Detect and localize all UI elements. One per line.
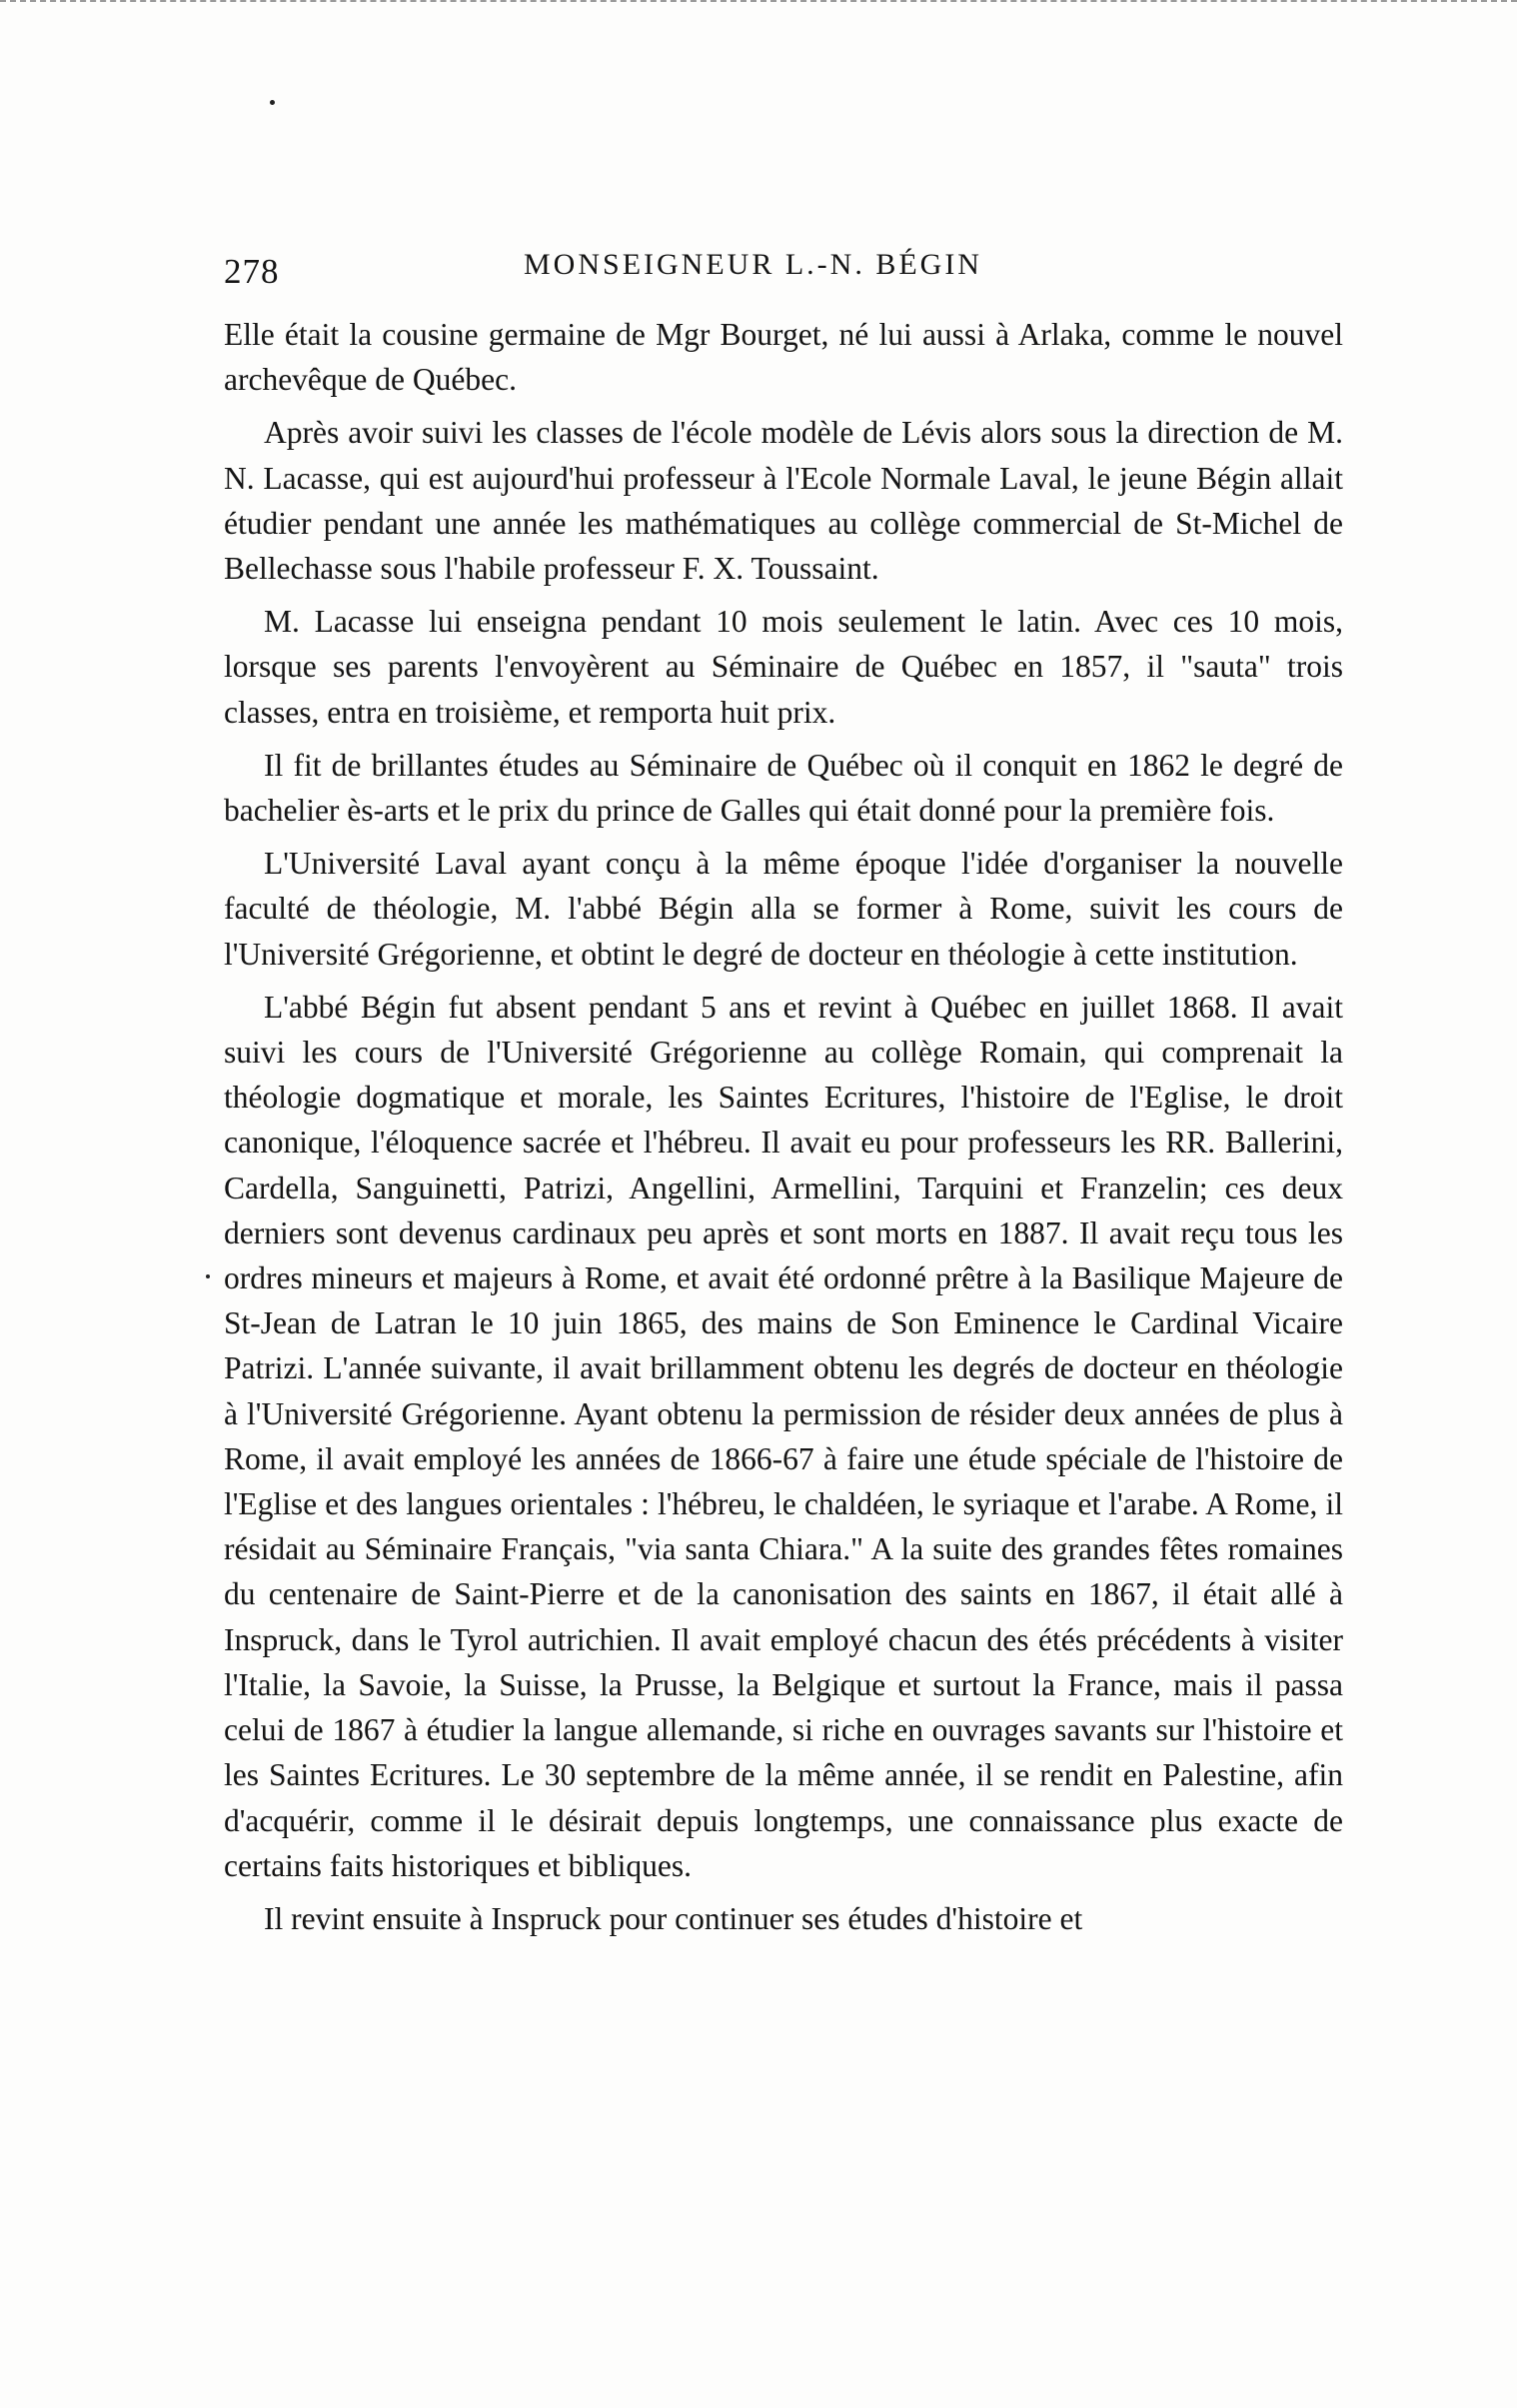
ink-speck bbox=[206, 1274, 210, 1278]
paragraph: Il revint ensuite à Inspruck pour continuer ses études d'histoire et bbox=[264, 1900, 1083, 1936]
paragraph: Elle était la cousine germaine de Mgr Bourget, né lui aussi à Arlaka, comme le nouvel archevêque de Québec. bbox=[224, 317, 1343, 398]
page-header bbox=[224, 240, 1383, 290]
paragraph: L'abbé Bégin fut absent pendant 5 ans et revint à Québec en juillet 1868. Il avait suivi les cours de l'Université Grégorienne au collège Romain, qui comprenait la théologie dogmatique et morale, les Saintes Ecritures, l'histoire de l'Eglise, le droit canonique, l'éloquence sacrée et l'hébreu. Il avait eu pour professeurs les RR. Ballerini, Cardella, Sanguinetti, Patrizi, Angellini, Armellini, Tarquini et Franzelin; ces deux derniers sont devenus cardinaux peu après et sont morts en 1887. Il avait reçu tous les ordres mineurs et majeurs à Rome, et avait été ordonné prêtre à la Basilique Majeure de St-Jean de Latran le 10 juin 1865, des mains de Son Eminence le Cardinal Vicaire Patrizi. L'année suivante, il avait brillamment obtenu les degrés de docteur en théologie à l'Université Grégorienne. Ayant obtenu la permission de résider deux années de plus à Rome, il avait employé les années de 1866-67 à faire une étude spéciale de l'histoire de l'Eglise et des langues orientales : l'hébreu, le chaldéen, le syriaque et l'arabe. A Rome, il résidait au Séminaire Français, "via santa Chiara." A la suite des grandes fêtes romaines du centenaire de Saint-Pierre et de la canonisation des saints en 1867, il était allé à Inspruck, dans le Tyrol autrichien. Il avait employé chacun des étés précédents à visiter l'Italie, la Savoie, la Suisse, la Prusse, la Belgique et surtout la France, mais il passa celui de 1867 à étudier la langue allemande, si riche en ouvrages savants sur l'histoire et les Saintes Ecritures. Le 30 septembre de la même année, il se rendit en Palestine, afin d'acquérir, comme il le désirait depuis longtemps, une connaissance plus exacte de certains faits historiques et bibliques. bbox=[224, 989, 1343, 1883]
body-text bbox=[224, 312, 1343, 1949]
paragraph: L'Université Laval ayant conçu à la même époque l'idée d'organiser la nouvelle faculté de théologie, M. l'abbé Bégin alla se former à Rome, suivit les cours de l'Université Grégorienne, et obtint le degré de docteur en théologie à cette institution. bbox=[224, 846, 1343, 972]
paragraph: Il fit de brillantes études au Séminaire de Québec où il conquit en 1862 le degré de bachelier ès-arts et le prix du prince de Galles qui était donné pour la première fois. bbox=[224, 747, 1343, 829]
running-title: MONSEIGNEUR L.-N. BÉGIN bbox=[524, 248, 982, 281]
ink-speck bbox=[270, 100, 275, 105]
paragraph: Après avoir suivi les classes de l'école modèle de Lévis alors sous la direction de M. N. Lacasse, qui est aujourd'hui professeur à l'Ecole Normale Laval, le jeune Bégin allait étudier pendant une année les mathématiques au collège commercial de St-Michel de Bellechasse sous l'habile professeur F. X. Toussaint. bbox=[224, 415, 1343, 587]
paragraph: M. Lacasse lui enseigna pendant 10 mois seulement le latin. Avec ces 10 mois, lorsque ses parents l'envoyèrent au Séminaire de Québec en 1857, il "sauta" trois classes, entra en troisième, et remporta huit prix. bbox=[224, 604, 1343, 730]
top-edge-rule bbox=[0, 0, 1517, 8]
page-number: 278 bbox=[224, 252, 280, 291]
